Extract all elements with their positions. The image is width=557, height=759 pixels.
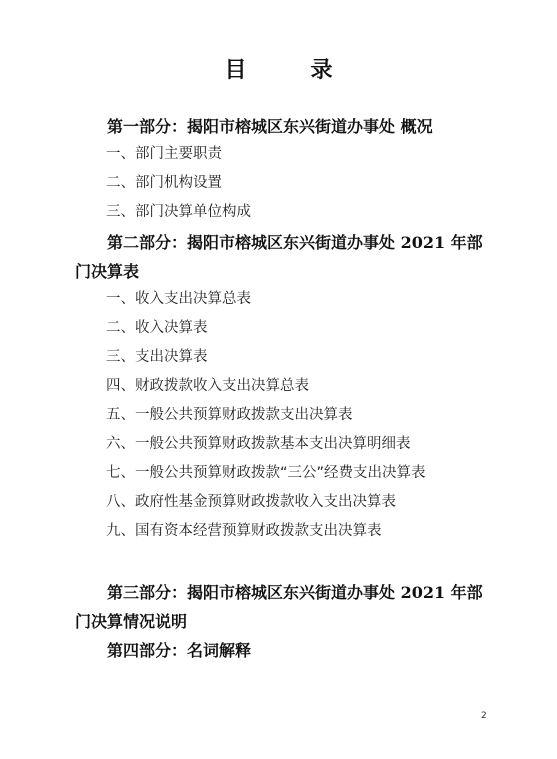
- toc-part-3: 第三部分：揭阳市榕城区东兴街道办事处 2021 年部门决算情况说明: [75, 583, 483, 631]
- toc-item: 一、部门主要职责: [106, 146, 222, 162]
- toc-item: 二、部门机构设置: [106, 175, 222, 191]
- toc-item: 一、收入支出决算总表: [106, 291, 251, 307]
- toc-item: 七、一般公共预算财政拨款“三公”经费支出决算表: [106, 465, 426, 481]
- toc-title: [0, 53, 557, 84]
- toc-part-4: 第四部分：名词解释: [107, 641, 252, 660]
- toc-item: 九、国有资本经营预算财政拨款支出决算表: [106, 523, 382, 539]
- toc-item: 五、一般公共预算财政拨款支出决算表: [106, 407, 353, 423]
- toc-item: 四、财政拨款收入支出决算总表: [106, 378, 309, 394]
- toc-title-left: 目: [224, 58, 247, 83]
- toc-item: 八、政府性基金预算财政拨款收入支出决算表: [106, 494, 396, 510]
- toc-title-right: 录: [310, 58, 333, 83]
- toc-part-2: 第二部分：揭阳市榕城区东兴街道办事处 2021 年部门决算表: [75, 233, 483, 281]
- toc-item: 二、收入决算表: [106, 320, 208, 336]
- toc-part-1: 第一部分：揭阳市榕城区东兴街道办事处 概况: [107, 117, 433, 136]
- toc-item: 三、部门决算单位构成: [106, 204, 251, 220]
- toc-item: 三、支出决算表: [106, 349, 208, 365]
- toc-item: 六、一般公共预算财政拨款基本支出决算明细表: [106, 436, 411, 452]
- page-number: 2: [481, 711, 487, 721]
